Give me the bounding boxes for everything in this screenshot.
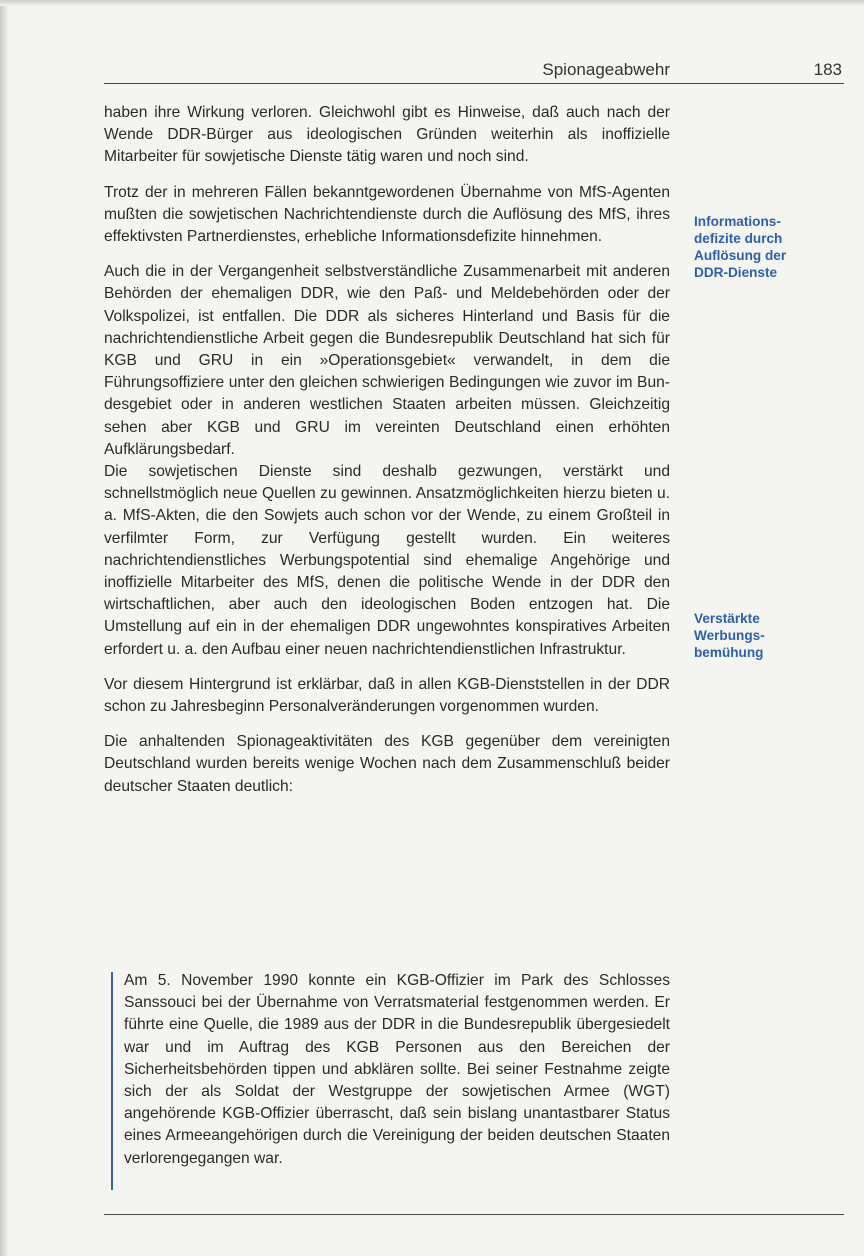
case-blockquote xyxy=(124,970,670,1170)
blockquote-text: Am 5. November 1990 konnte ein KGB-Offizier im Park des Schlosses Sanssouci bei der Übernahme von Verratsmaterial festgenommen werden. Er führte eine Quelle, die 1989 aus der DDR in die Bundesrepublik übergesiedelt war und im Auftrag des KGB Personen aus den Bereichen der Sicherheitsbehörden tippen und abklären sollte. Bei seiner Festnahme zeigte sich der als Soldat der Westgruppe der sowjetischen Armee (WGT) angehörende KGB-Offizier überrascht, daß sein bislang unantastbarer Status eines Armeeangehörigen durch die Vereinigung der beiden deutschen Staaten verlorengegangen war. xyxy=(124,972,670,1167)
scan-shadow-top xyxy=(0,0,864,6)
sidenote-line: Verstärkte xyxy=(694,611,760,626)
paragraph-4: Die sowjetischen Dienste sind deshalb gezwungen, verstärkt und schnellstmöglich neue Quellen zu gewinnen. Ansatzmöglichkeiten hierzu bieten u. a. MfS-Akten, die den Sowjets auch schon vor der Wende, zu einem Großteil in verfilmter Form, zur Verfügung gestellt wurden. Ein weiteres nachrichtendienstliches Werbungspotential sind ehemalige Angehörige und inoffizielle Mitarbeiter des MfS, denen die politische Wende in der DDR den wirtschaftlichen, aber auch den ideologischen Boden entzogen hat. Die Umstellung auf ein in der ehemaligen DDR ungewohntes konspiratives Arbeiten erfordert u. a. den Aufbau einer neuen nachrichtendienstlichen Infrastruktur. xyxy=(104,463,670,658)
sidenote-informationsdefizite xyxy=(694,213,844,281)
sidenote-line: Informations- xyxy=(694,214,781,229)
running-title: Spionageabwehr xyxy=(542,60,670,79)
paragraph-2: Trotz der in mehreren Fällen bekanntgewordenen Übernahme von MfS-Agenten mußten die sowjetischen Nachrichtendienste durch die Auflösung des MfS, ihres effektivsten Partnerdienstes, erhebliche Informationsdefizite hinnehmen. xyxy=(104,183,670,246)
quote-bar xyxy=(111,972,113,1190)
sidenote-line: Werbungs- xyxy=(694,628,765,643)
paragraph-1: haben ihre Wirkung verloren. Gleichwohl gibt es Hinweise, daß auch nach der Wende DDR-Bürger aus ideologischen Gründen weiterhin als inoffizielle Mitarbeiter für sowjetische Dienste tätig waren und noch sind. xyxy=(104,104,670,166)
paragraph-5: Vor diesem Hintergrund ist erklärbar, daß in allen KGB-Dienststellen in der DDR schon zu Jahresbeginn Personalveränderungen vorgenommen wurden. xyxy=(104,675,670,716)
header-rule xyxy=(104,83,844,84)
sidenote-werbungsbemuehung xyxy=(694,610,844,661)
paragraph-6: Die anhaltenden Spionageaktivitäten des KGB gegenüber dem vereinigten Deutschland wurden bereits wenige Wochen nach dem Zusammenschluß beider deutscher Staaten deutlich: xyxy=(104,733,670,795)
paragraph-3: Auch die in der Vergangenheit selbstverständliche Zusammenarbeit mit anderen Behörden der ehemaligen DDR, wie den Paß- und Meldebehörden oder der Volkspolizei, ist entfallen. Die DDR als sicheres Hinterland und Basis für die nachrichtendienstliche Arbeit gegen die Bundesrepublik Deutschland hat sich für KGB und GRU in ein »Operationsgebiet« verwandelt, in dem die Führungsoffiziere unter den gleichen schwierigen Bedingungen wie zuvor im Bundesgebiet oder in anderen westlichen Staaten arbeiten müssen. Gleichzeitig sehen aber KGB und GRU im vereinten Deutschland einen erhöhten Aufklärungsbedarf. xyxy=(104,263,670,458)
sidenote-line: DDR-Dienste xyxy=(694,265,778,280)
sidenote-line: Auflösung der xyxy=(694,248,787,263)
body-text xyxy=(104,102,670,798)
page-number: 183 xyxy=(813,60,842,79)
sidenote-line: bemühung xyxy=(694,645,764,660)
footer-rule xyxy=(104,1214,844,1215)
sidenote-line: defizite durch xyxy=(694,231,783,246)
scan-shadow-left xyxy=(0,0,8,1256)
